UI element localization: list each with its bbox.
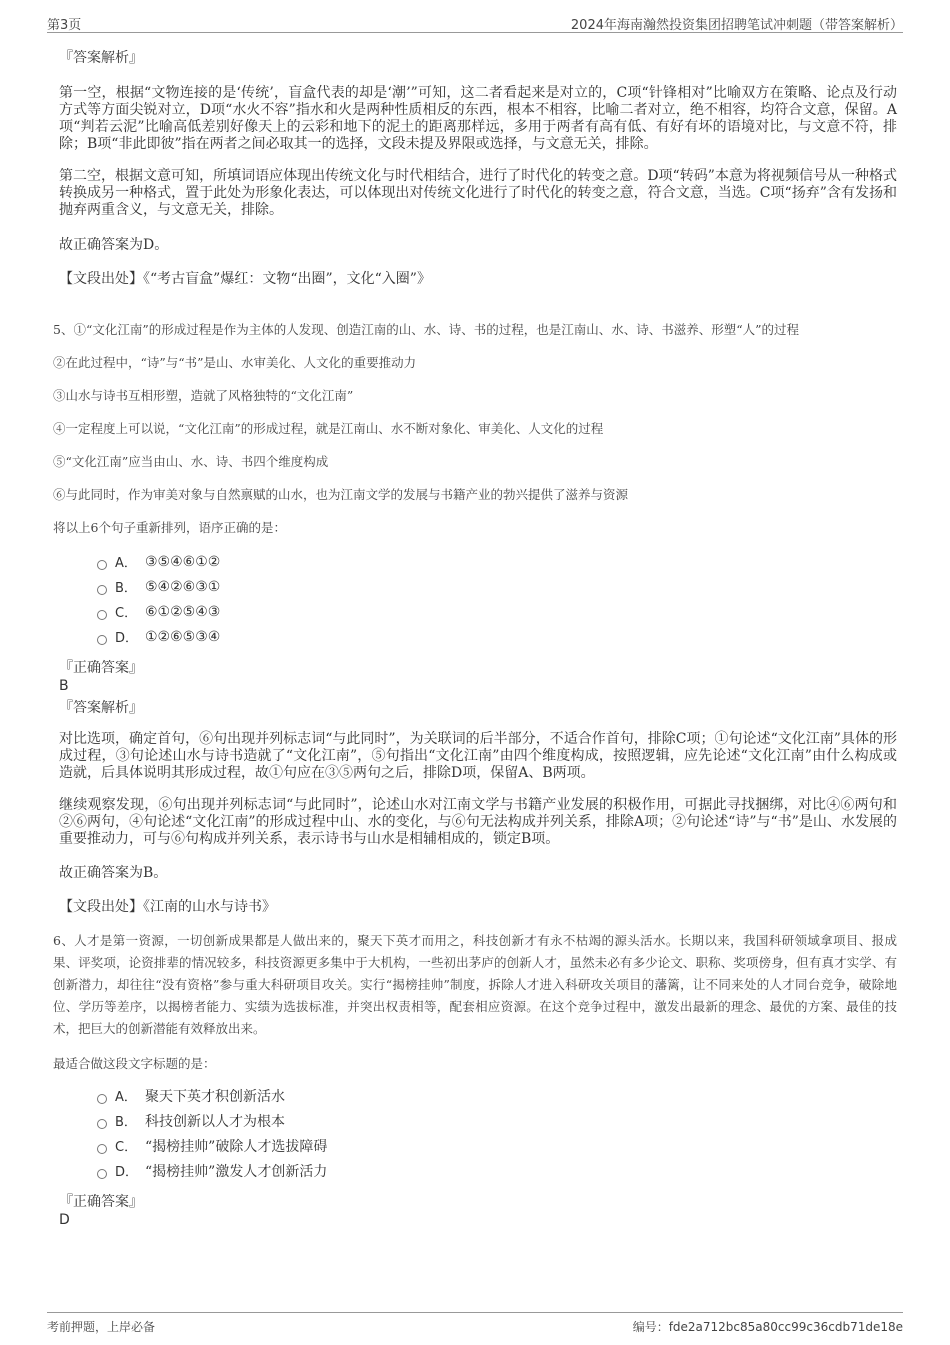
option-text: “揭榜挂帅”激发人才创新活力 [145,1163,328,1180]
question-sentence: ②在此过程中，“诗”与“书”是山、水审美化、人文化的重要推动力 [53,355,417,370]
analysis-label: 『答案解析』 [59,700,143,716]
correct-answer-label: 『正确答案』 [59,660,143,676]
option-text: ①②⑥⑤③④ [145,628,221,645]
option-text: ⑤④②⑥③① [145,578,221,595]
option-text: ③⑤④⑥①② [145,553,221,570]
source-citation: 【文段出处】《江南的山水与诗书》 [59,899,276,915]
document-title: 2024年海南瀚然投资集团招聘笔试冲刺题（带答案解析） [570,18,903,33]
option-d[interactable] [97,624,897,649]
option-letter: B． [115,581,137,596]
option-letter: A． [115,1090,137,1105]
document-id: 编号：fde2a712bc85a80cc99c36cdb71de18e [632,1320,903,1334]
analysis-paragraph: 第一空，根据“文物连接的是‘传统’，盲盒代表的却是‘潮’”可知，这二者看起来是对立的，C项“针锋相对”比喻双方在策略、论点及行动方式等方面尖锐对立，D项“水火不容”指水和火是两种性质相反的东西，根本不相容，比喻二者对立，绝不相容，均符合文意，保留。A项“判若云泥”比喻高低差别好像天上的云彩和地下的泥土的距离那样远，多用于两者有高有低、有好有坏的语境对比，与文意不符，排除；B项“非此即彼”指在两者之间必取其一的选择，文段未提及界限或选择，与文意无关，排除。 [59,85,897,152]
correct-answer: B [59,678,69,694]
option-a[interactable] [97,549,897,574]
radio-button-icon[interactable] [97,610,107,620]
option-text: “揭榜挂帅”破除人才选拔障碍 [145,1138,328,1155]
option-letter: A． [115,556,137,571]
page-content [53,40,897,1228]
option-c[interactable] [97,1133,897,1158]
option-a[interactable] [97,1083,897,1108]
options-list [57,1083,897,1183]
radio-button-icon[interactable] [97,1119,107,1129]
options-list [57,549,897,649]
question-sentence: ④一定程度上可以说，“文化江南”的形成过程，就是江南山、水不断对象化、审美化、人文化的过程 [53,421,604,436]
radio-button-icon[interactable] [97,1169,107,1179]
question-prompt: 最适合做这段文字标题的是： [53,1056,216,1071]
correct-answer-label: 『正确答案』 [59,1194,143,1210]
question-prompt: 将以上6个句子重新排列，语序正确的是： [53,520,286,535]
radio-button-icon[interactable] [97,635,107,645]
option-b[interactable] [97,574,897,599]
analysis-paragraph: 继续观察发现，⑥句出现并列标志词“与此同时”，论述山水对江南文学与书籍产业发展的积极作用，可据此寻找捆绑，对比④⑥两句和②⑥两句，④句论述“文化江南”的形成过程中山、水的变化，与⑥句无法构成并列关系，排除A项；②句论述“诗”与“书”是山、水发展的重要推动力，可与⑥句构成并列关系，表示诗书与山水是相辅相成的，锁定B项。 [59,797,897,847]
page-footer [47,1312,903,1335]
question-sentence: ⑥与此同时，作为审美对象与自然禀赋的山水，也为江南文学的发展与书籍产业的勃兴提供了滋养与资源 [53,487,629,502]
source-citation: 【文段出处】《“考古盲盒”爆红：文物“出圈”，文化“入圈”》 [59,271,431,287]
analysis-label: 『答案解析』 [59,50,143,66]
radio-button-icon[interactable] [97,560,107,570]
option-c[interactable] [97,599,897,624]
correct-answer: D [59,1212,70,1228]
radio-button-icon[interactable] [97,1094,107,1104]
option-letter: D． [115,1165,139,1180]
question-sentence: ⑤“文化江南”应当由山、水、诗、书四个维度构成 [53,454,329,469]
question-sentence: ③山水与诗书互相形塑，造就了风格独特的“文化江南” [53,388,354,403]
question-5 [53,320,897,537]
option-text: 聚天下英才积创新活水 [145,1088,285,1105]
radio-button-icon[interactable] [97,1144,107,1154]
analysis-paragraph: 第二空，根据文意可知，所填词语应体现出传统文化与时代相结合，进行了时代化的转变之意。D项“转码”本意为将视频信号从一种格式转换成另一种格式，置于此处为形象化表达，可以体现出对传统文化进行了时代化的转变之意，符合文意，当选。C项“扬弃”含有发扬和抛弃两重含义，与文意无关，排除。 [59,168,897,218]
option-text: ⑥①②⑤④③ [145,603,221,620]
question-6-passage: 6、人才是第一资源，一切创新成果都是人做出来的，聚天下英才而用之，科技创新才有永不枯竭的源头活水。长期以来，我国科研领域拿项目、报成果、评奖项，论资排辈的情况较多，科技资源更多集中于大机构，一些初出茅庐的创新人才，虽然未必有多少论文、职称、奖项傍身，但有真才实学、有创新潜力，却往往“没有资格”参与重大科研项目攻关。实行“揭榜挂帅”制度，拆除人才进入科研攻关项目的藩篱，让不同来处的人才同台竞争，破除地位、学历等差序，以揭榜者能力、实绩为选拔标准，并突出权责相等，配套相应资源。在这个竞争过程中，激发出最新的理念、最优的方案、最佳的技术，把巨大的创新潜能有效释放出来。 [53,933,897,1036]
answer-conclusion: 故正确答案为B。 [59,865,168,881]
page-number: 第3页 [47,18,82,33]
option-d[interactable] [97,1158,897,1183]
footer-slogan: 考前押题，上岸必备 [47,1320,156,1334]
option-letter: D． [115,631,139,646]
answer-conclusion: 故正确答案为D。 [59,237,169,253]
page-header [47,12,903,33]
option-letter: C． [115,1140,138,1155]
question-sentence: 5、①“文化江南”的形成过程是作为主体的人发现、创造江南的山、水、诗、书的过程，也是江南山、水、诗、书滋养、形塑“人”的过程 [53,322,800,337]
option-letter: B． [115,1115,137,1130]
radio-button-icon[interactable] [97,585,107,595]
option-letter: C． [115,606,138,621]
option-b[interactable] [97,1108,897,1133]
option-text: 科技创新以人才为根本 [145,1113,285,1130]
analysis-paragraph: 对比选项，确定首句，⑥句出现并列标志词“与此同时”，为关联词的后半部分，不适合作首句，排除C项；①句论述“文化江南”具体的形成过程，③句论述山水与诗书造就了“文化江南”，⑤句指出“文化江南”由四个维度构成，按照逻辑，应先论述“文化江南”由什么构成或造就，后具体说明其形成过程，故①句应在③⑤两句之后，排除D项，保留A、B两项。 [59,731,897,781]
